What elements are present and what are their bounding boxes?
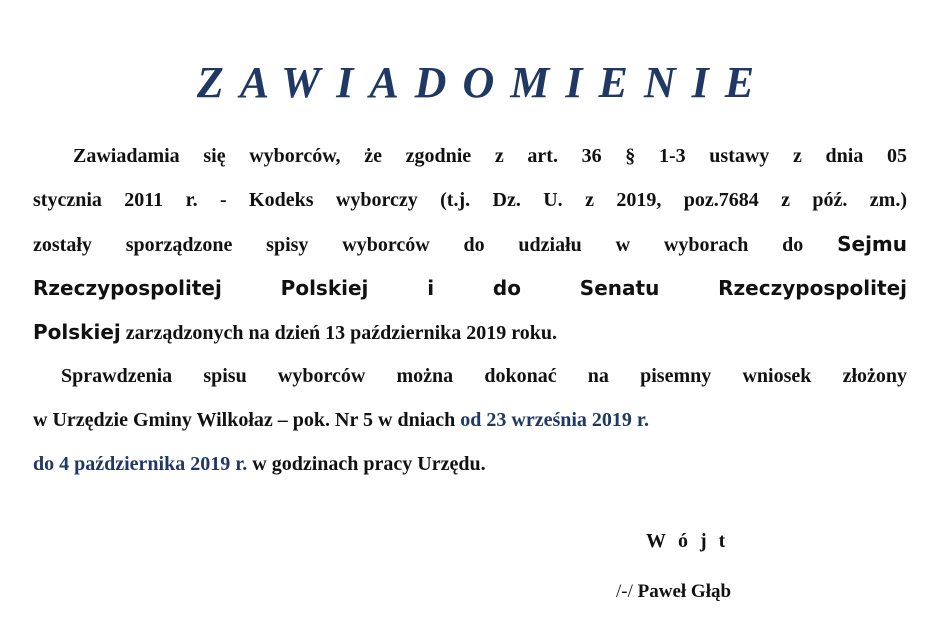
paragraph1-line3 [33,222,907,266]
signature-prefix: /-/ [616,581,633,602]
paragraph1-line1: Zawiadamia się wyborców, że zgodnie z art. 36 § 1-3 ustawy z dnia 05 [73,145,907,167]
signature-name: Paweł Głąb [637,581,732,602]
paragraph1-line5 [33,310,907,354]
signature-title: Wójt [646,530,738,552]
paragraph2-line2 [33,398,907,442]
paragraph2-line3-text: w godzinach pracy Urzędu. [252,453,486,475]
notice-title: ZAWIADOMIENIE [196,58,771,107]
paragraph2-line2-text: w Urzędzie Gminy Wilkołaz – pok. Nr 5 w dniach [33,409,456,431]
paragraph1-line5-bold: Polskiej [33,320,121,344]
date-to: do 4 października 2019 r. [33,453,248,475]
paragraph1-line5-text: zarządzonych na dzień 13 października 2019 roku. [125,322,558,344]
paragraph1-line4: Rzeczypospolitej Polskiej i do Senatu Rzeczypospolitej [33,276,907,300]
paragraph1-line3-bold: Sejmu [837,232,907,256]
paragraph1-line2: stycznia 2011 r. - Kodeks wyborczy (t.j. Dz. U. z 2019, poz.7684 z póź. zm.) [33,189,907,211]
signature-block [616,578,731,606]
paragraph-voter-lists [33,134,907,354]
paragraph1-line3-text: zostały sporządzone spisy wyborców do udziału w wyborach do [33,234,804,256]
paragraph2-line3 [33,442,907,486]
paragraph2-line1: Sprawdzenia spisu wyborców można dokonać na pisemny wniosek złożony [61,365,907,387]
date-from: od 23 września 2019 r. [460,409,649,431]
paragraph-inspection [33,354,907,486]
